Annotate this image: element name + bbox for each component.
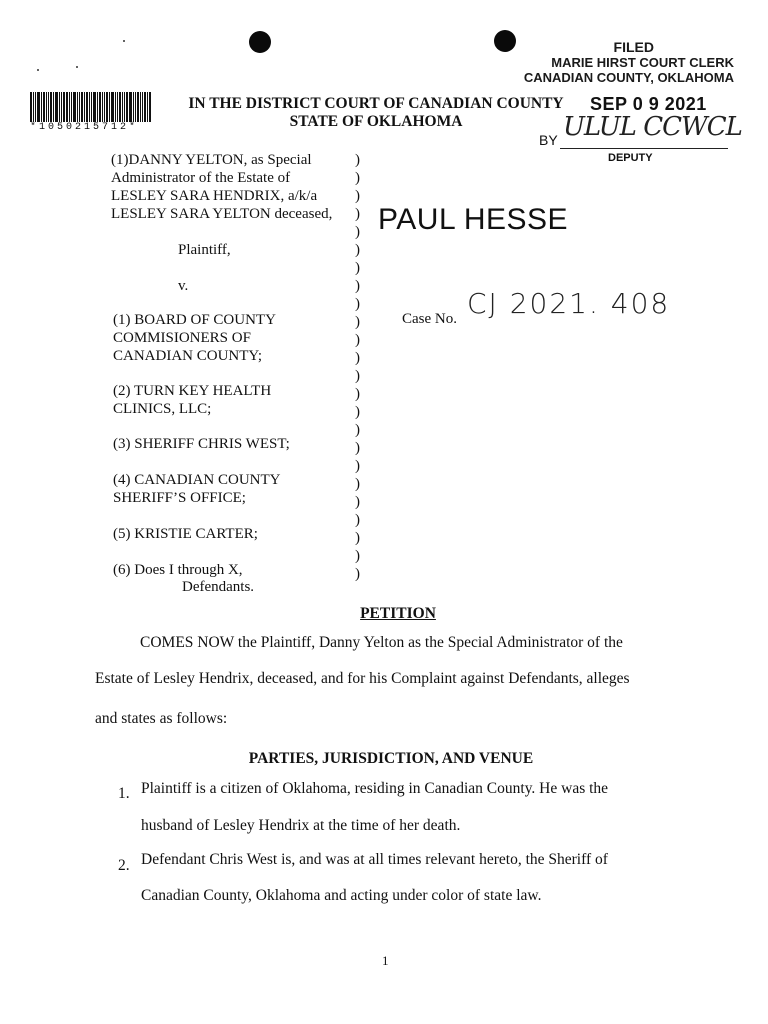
barcode xyxy=(30,92,164,133)
barcode-bar xyxy=(66,92,68,122)
barcode-bar xyxy=(124,92,125,122)
page-number: 1 xyxy=(382,953,389,968)
barcode-bar xyxy=(81,92,83,122)
barcode-bar xyxy=(71,92,72,122)
defendant-6 xyxy=(113,561,243,579)
barcode-bar xyxy=(117,92,118,122)
barcode-bar xyxy=(30,92,32,122)
barcode-bar xyxy=(129,92,132,122)
barcode-bar xyxy=(115,92,116,122)
barcode-bar xyxy=(102,92,103,122)
caption-paren: ) xyxy=(355,314,360,330)
barcode-bar xyxy=(77,92,78,122)
barcode-bar xyxy=(126,92,128,122)
caption-paren: ) xyxy=(355,278,360,294)
barcode-bar xyxy=(84,92,85,122)
barcode-number: *1050215712* xyxy=(30,122,139,133)
barcode-bar xyxy=(144,92,146,122)
barcode-bar xyxy=(149,92,151,122)
barcode-bar xyxy=(135,92,136,122)
paragraph-2-line-1: Defendant Chris West is, and was at all times relevant hereto, the Sheriff of xyxy=(141,851,608,868)
barcode-bar xyxy=(122,92,123,122)
paragraph-1-line-2: husband of Lesley Hendrix at the time of her death. xyxy=(141,817,461,834)
caption-parentheses xyxy=(355,151,365,583)
caption-paren: ) xyxy=(355,206,360,222)
case-number: CJ 2021. 408 xyxy=(467,287,671,320)
case-number-label: Case No. xyxy=(402,311,457,327)
filed-label: FILED xyxy=(613,39,654,55)
barcode-bar xyxy=(86,92,88,122)
barcode-bar xyxy=(109,92,110,122)
barcode-bar xyxy=(33,92,34,122)
barcode-bar xyxy=(35,92,36,122)
defendant-3 xyxy=(113,435,290,453)
caption-paren: ) xyxy=(355,404,360,420)
barcode-bar xyxy=(104,92,105,122)
barcode-bar xyxy=(61,92,62,122)
caption-paren: ) xyxy=(355,332,360,348)
court-heading xyxy=(170,95,582,131)
intro-line-1: COMES NOW the Plaintiff, Danny Yelton as the Special Administrator of the xyxy=(140,634,623,651)
defendants-label: Defendants. xyxy=(182,579,255,595)
caption-paren: ) xyxy=(355,260,360,276)
court-line-1: IN THE DISTRICT COURT OF CANADIAN COUNTY xyxy=(188,95,564,112)
defendant-line: (5) KRISTIE CARTER; xyxy=(113,526,258,542)
section-heading: PARTIES, JURISDICTION, AND VENUE xyxy=(248,750,534,767)
caption-paren: ) xyxy=(355,224,360,240)
caption-paren: ) xyxy=(355,152,360,168)
paragraph-1-line-1: Plaintiff is a citizen of Oklahoma, residing in Canadian County. He was the xyxy=(141,780,609,797)
judge-name: PAUL HESSE xyxy=(378,203,569,236)
deputy-signature: ULUL CCWCL xyxy=(563,112,742,142)
defendant-line: (2) TURN KEY HEALTH xyxy=(113,383,272,399)
defendant-line: SHERIFF’S OFFICE; xyxy=(113,490,246,506)
caption-paren: ) xyxy=(355,494,360,510)
barcode-bar xyxy=(89,92,90,122)
caption-paren: ) xyxy=(355,242,360,258)
caption-paren: ) xyxy=(355,170,360,186)
barcode-bar xyxy=(119,92,121,122)
barcode-bar xyxy=(140,92,141,122)
barcode-bar xyxy=(73,92,76,122)
petition-title: PETITION xyxy=(360,605,436,622)
deputy-label: DEPUTY xyxy=(608,152,653,164)
defendant-5 xyxy=(113,525,258,543)
barcode-bar xyxy=(106,92,108,122)
defendant-line: CLINICS, LLC; xyxy=(113,401,212,417)
barcode-bar xyxy=(142,92,143,122)
defendant-1 xyxy=(113,311,276,365)
versus-label: v. xyxy=(178,278,189,294)
defendant-line: CANADIAN COUNTY; xyxy=(113,348,263,364)
scan-speck xyxy=(76,66,78,68)
caption-paren: ) xyxy=(355,368,360,384)
barcode-bar xyxy=(46,92,47,122)
defendant-line: (6) Does I through X, xyxy=(113,562,243,578)
barcode-bar xyxy=(69,92,70,122)
barcode-bar xyxy=(99,92,101,122)
clerk-name: MARIE HIRST COURT CLERK xyxy=(551,55,734,70)
punch-hole-left xyxy=(249,31,271,53)
paragraph-2-line-2: Canadian County, Oklahoma and acting under color of state law. xyxy=(141,887,542,904)
barcode-bar xyxy=(91,92,92,122)
caption-paren: ) xyxy=(355,512,360,528)
signature-line xyxy=(560,148,728,149)
defendant-line: (4) CANADIAN COUNTY xyxy=(113,472,281,488)
barcode-bar xyxy=(59,92,60,122)
barcode-bars xyxy=(30,92,164,122)
plaintiff-block xyxy=(111,151,361,223)
caption-paren: ) xyxy=(355,386,360,402)
paragraph-number: 1. xyxy=(118,785,130,802)
defendant-line: (1) BOARD OF COUNTY xyxy=(113,312,276,328)
barcode-bar xyxy=(63,92,65,122)
barcode-bar xyxy=(41,92,42,122)
barcode-bar xyxy=(133,92,134,122)
filed-stamp xyxy=(494,40,734,85)
plaintiff-label: Plaintiff, xyxy=(178,242,231,258)
plaintiff-line: LESLEY SARA HENDRIX, a/k/a xyxy=(111,188,318,204)
caption-paren: ) xyxy=(355,296,360,312)
barcode-bar xyxy=(93,92,96,122)
barcode-bar xyxy=(37,92,40,122)
barcode-bar xyxy=(147,92,148,122)
intro-line-3: and states as follows: xyxy=(95,710,228,727)
scan-speck xyxy=(37,69,39,71)
barcode-bar xyxy=(137,92,139,122)
caption-paren: ) xyxy=(355,458,360,474)
caption-paren: ) xyxy=(355,350,360,366)
court-line-2: STATE OF OKLAHOMA xyxy=(289,113,463,130)
caption-paren: ) xyxy=(355,422,360,438)
paragraph-number: 2. xyxy=(118,857,130,874)
barcode-bar xyxy=(97,92,98,122)
by-label: BY xyxy=(539,132,558,148)
barcode-bar xyxy=(79,92,80,122)
barcode-bar xyxy=(111,92,114,122)
barcode-bar xyxy=(48,92,49,122)
barcode-bar xyxy=(53,92,54,122)
barcode-bar xyxy=(50,92,52,122)
plaintiff-line: (1)DANNY YELTON, as Special xyxy=(111,152,312,168)
caption-paren: ) xyxy=(355,440,360,456)
barcode-bar xyxy=(43,92,45,122)
caption-paren: ) xyxy=(355,476,360,492)
scan-speck xyxy=(123,40,125,42)
plaintiff-line: Administrator of the Estate of xyxy=(111,170,291,186)
caption-paren: ) xyxy=(355,188,360,204)
defendant-2 xyxy=(113,382,271,418)
defendant-line: (3) SHERIFF CHRIS WEST; xyxy=(113,436,290,452)
defendant-line: COMMISIONERS OF xyxy=(113,330,251,346)
caption-paren: ) xyxy=(355,566,360,582)
plaintiff-line: LESLEY SARA YELTON deceased, xyxy=(111,206,333,222)
caption-paren: ) xyxy=(355,548,360,564)
filed-date: SEP 0 9 2021 xyxy=(590,94,707,114)
clerk-county: CANADIAN COUNTY, OKLAHOMA xyxy=(523,70,734,85)
barcode-bar xyxy=(55,92,58,122)
intro-line-2: Estate of Lesley Hendrix, deceased, and for his Complaint against Defendants, alleges xyxy=(95,670,630,687)
caption-paren: ) xyxy=(355,530,360,546)
defendant-4 xyxy=(113,471,280,507)
